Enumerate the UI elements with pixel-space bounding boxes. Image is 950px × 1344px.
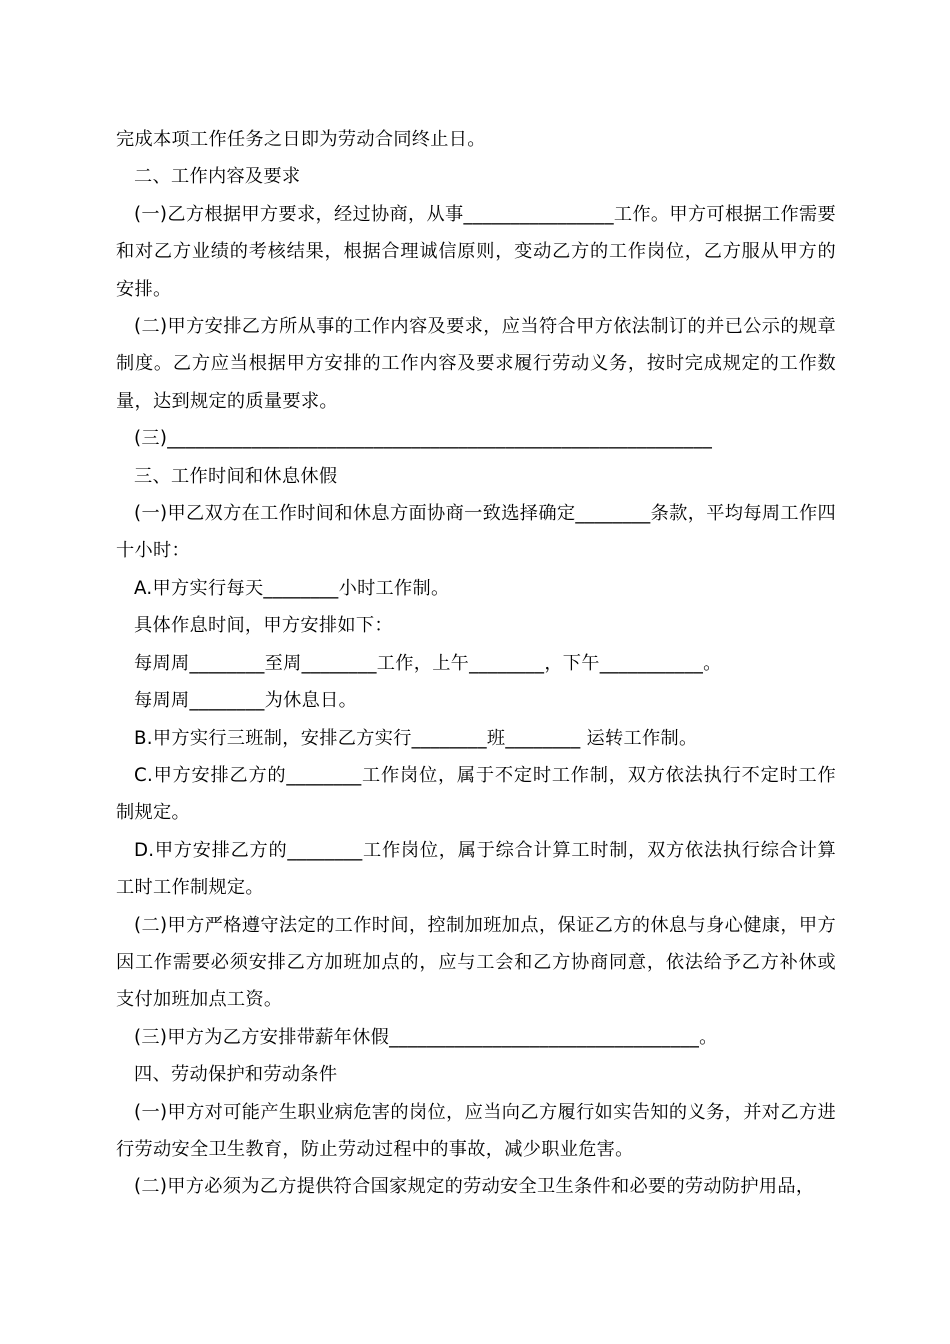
paragraph-weekly-schedule: 每周周________至周________工作，上午________，下午___________。 [134, 652, 722, 674]
paragraph-option-a: A.甲方实行每天________小时工作制。 [134, 577, 450, 599]
paragraph-schedule-intro: 具体作息时间，甲方安排如下： [134, 615, 393, 637]
paragraph-annual-leave: (三)甲方为乙方安排带薪年休假_________________________________。 [134, 1026, 718, 1048]
paragraph-work-assignment: (一)乙方根据甲方要求，经过协商，从事________________工作。甲方可根据工作需要和对乙方业绩的考核结果，根据合理诚信原则，变动乙方的工作岗位，乙方服从甲方的安排。 [116, 203, 836, 300]
paragraph-work-requirements: (二)甲方安排乙方所从事的工作内容及要求，应当符合甲方依法制订的并已公示的规章制度。乙方应当根据甲方安排的工作内容及要求履行劳动义务，按时完成规定的工作数量，达到规定的质量要求。 [116, 316, 836, 412]
paragraph-option-b: B.甲方实行三班制，安排乙方实行________班________ 运转工作制。 [134, 727, 698, 749]
paragraph-termination-date: 完成本项工作任务之日即为劳动合同终止日。 [116, 129, 486, 150]
paragraph-rest-day: 每周周________为休息日。 [134, 690, 358, 712]
section-heading-work-content: 二、工作内容及要求 [134, 166, 301, 188]
paragraph-blank-clause: (三)__________________________________________________________ [134, 428, 713, 450]
section-heading-work-hours: 三、工作时间和休息休假 [134, 465, 338, 487]
paragraph-option-d: D.甲方安排乙方的________工作岗位，属于综合计算工时制，双方依法执行综合计算工时工作制规定。 [116, 839, 836, 899]
section-heading-labor-protection: 四、劳动保护和劳动条件 [134, 1064, 338, 1086]
paragraph-hazard-disclosure: (一)甲方对可能产生职业病危害的岗位，应当向乙方履行如实告知的义务，并对乙方进行劳动安全卫生教育，防止劳动过程中的事故，减少职业危害。 [116, 1101, 836, 1160]
paragraph-overtime: (二)甲方严格遵守法定的工作时间，控制加班加点，保证乙方的休息与身心健康，甲方因工作需要必须安排乙方加班加点的，应与工会和乙方协商同意，依法给予乙方补休或支付加班加点工资。 [116, 914, 836, 1011]
paragraph-option-c: C.甲方安排乙方的________工作岗位，属于不定时工作制，双方依法执行不定时工作制规定。 [116, 764, 836, 824]
paragraph-hours-agreement: (一)甲乙双方在工作时间和休息方面协商一致选择确定________条款，平均每周工作四十小时： [116, 503, 836, 562]
paragraph-safety-equipment: (二)甲方必须为乙方提供符合国家规定的劳动安全卫生条件和必要的劳动防护用品， [134, 1176, 815, 1198]
document-body [116, 121, 836, 1206]
